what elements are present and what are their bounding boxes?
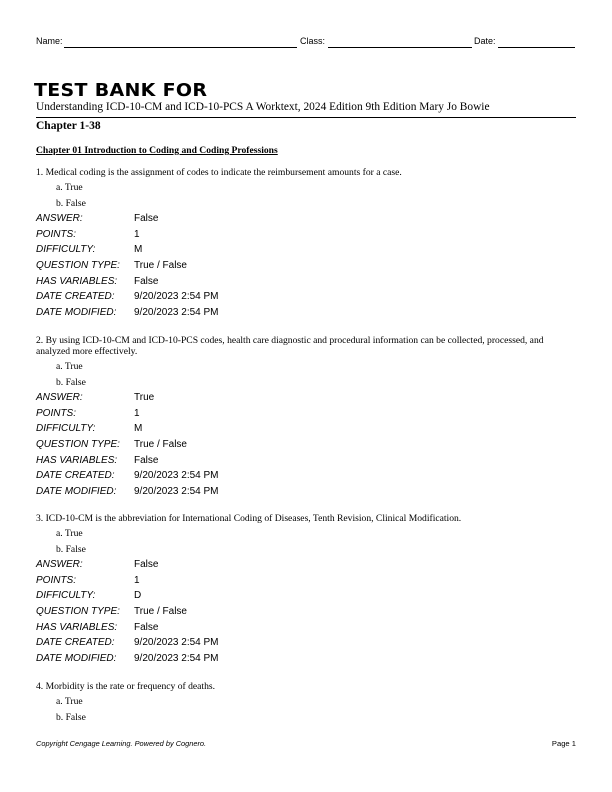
points-row bbox=[36, 408, 566, 424]
answer-row bbox=[36, 559, 566, 575]
question-metadata bbox=[36, 392, 566, 502]
points-value: 1 bbox=[134, 228, 140, 240]
date-created-row bbox=[36, 637, 566, 653]
question-type-label: QUESTION TYPE: bbox=[36, 439, 120, 451]
question-type-label: QUESTION TYPE: bbox=[36, 606, 120, 618]
question-type-label: QUESTION TYPE: bbox=[36, 260, 120, 272]
date-modified-value: 9/20/2023 2:54 PM bbox=[134, 307, 219, 319]
class-label: Class: bbox=[300, 36, 326, 46]
points-label: POINTS: bbox=[36, 228, 77, 240]
date-created-label: DATE CREATED: bbox=[36, 637, 115, 649]
question-type-value: True / False bbox=[134, 260, 187, 272]
difficulty-label: DIFFICULTY: bbox=[36, 244, 96, 256]
choice-a: a. True bbox=[56, 182, 83, 193]
question-text: 3. ICD-10-CM is the abbreviation for International Coding of Diseases, Tenth Revision, Clinical Modification. bbox=[36, 513, 462, 524]
answer-value: True bbox=[134, 392, 155, 403]
copyright-notice: Copyright Cengage Learning. Powered by Cognero. bbox=[36, 739, 207, 748]
choice-a: a. True bbox=[56, 696, 83, 707]
difficulty-row bbox=[36, 423, 566, 439]
name-label: Name: bbox=[36, 36, 63, 46]
question-text: 4. Morbidity is the rate or frequency of deaths. bbox=[36, 681, 216, 692]
answer-label: ANSWER: bbox=[36, 213, 83, 224]
difficulty-label: DIFFICULTY: bbox=[36, 423, 96, 435]
difficulty-row bbox=[36, 244, 566, 260]
has-variables-label: HAS VARIABLES: bbox=[36, 621, 118, 633]
choice-b: b. False bbox=[56, 198, 86, 209]
difficulty-value: D bbox=[134, 590, 142, 602]
answer-row bbox=[36, 392, 566, 408]
has-variables-label: HAS VARIABLES: bbox=[36, 454, 118, 466]
document-title: TEST BANK FOR bbox=[34, 80, 208, 101]
date-modified-row bbox=[36, 653, 566, 669]
question-metadata bbox=[36, 559, 566, 669]
question-type-row bbox=[36, 439, 566, 455]
question-4 bbox=[36, 681, 566, 723]
question-3 bbox=[36, 513, 566, 669]
has-variables-row bbox=[36, 622, 566, 638]
question-metadata bbox=[36, 213, 566, 323]
points-row bbox=[36, 575, 566, 591]
date-modified-row bbox=[36, 307, 566, 323]
choice-b: b. False bbox=[56, 712, 86, 723]
points-value: 1 bbox=[134, 407, 140, 419]
has-variables-value: False bbox=[134, 621, 159, 633]
has-variables-label: HAS VARIABLES: bbox=[36, 275, 118, 287]
points-row bbox=[36, 229, 566, 245]
date-created-value: 9/20/2023 2:54 PM bbox=[134, 470, 219, 482]
answer-label: ANSWER: bbox=[36, 559, 83, 570]
book-subtitle: Understanding ICD-10-CM and ICD-10-PCS A Worktext, 2024 Edition 9th Edition Mary Jo Bowie bbox=[36, 101, 490, 113]
date-created-label: DATE CREATED: bbox=[36, 470, 115, 482]
date-created-value: 9/20/2023 2:54 PM bbox=[134, 291, 219, 303]
choice-b: b. False bbox=[56, 377, 86, 388]
question-type-row bbox=[36, 606, 566, 622]
question-1 bbox=[36, 167, 566, 323]
choice-a: a. True bbox=[56, 361, 83, 372]
has-variables-value: False bbox=[134, 275, 159, 287]
chapter-range: Chapter 1-38 bbox=[36, 120, 101, 132]
answer-value: False bbox=[134, 559, 159, 570]
has-variables-value: False bbox=[134, 454, 159, 466]
answer-label: ANSWER: bbox=[36, 392, 83, 403]
difficulty-row bbox=[36, 590, 566, 606]
choice-b: b. False bbox=[56, 544, 86, 555]
date-modified-label: DATE MODIFIED: bbox=[36, 307, 117, 319]
question-text: 1. Medical coding is the assignment of codes to indicate the reimbursement amounts for a case. bbox=[36, 167, 402, 178]
points-label: POINTS: bbox=[36, 407, 77, 419]
date-modified-value: 9/20/2023 2:54 PM bbox=[134, 486, 219, 498]
points-label: POINTS: bbox=[36, 574, 77, 586]
question-type-row bbox=[36, 260, 566, 276]
title-divider bbox=[36, 117, 576, 118]
difficulty-value: M bbox=[134, 244, 143, 256]
points-value: 1 bbox=[134, 574, 140, 586]
answer-value: False bbox=[134, 213, 159, 224]
date-label: Date: bbox=[474, 36, 496, 46]
chapter-heading: Chapter 01 Introduction to Coding and Coding Professions bbox=[36, 145, 278, 156]
question-type-value: True / False bbox=[134, 439, 187, 451]
name-blank bbox=[64, 47, 297, 48]
has-variables-row bbox=[36, 455, 566, 471]
has-variables-row bbox=[36, 276, 566, 292]
date-modified-label: DATE MODIFIED: bbox=[36, 486, 117, 498]
question-2 bbox=[36, 335, 566, 502]
question-type-value: True / False bbox=[134, 606, 187, 618]
answer-row bbox=[36, 213, 566, 229]
date-created-label: DATE CREATED: bbox=[36, 291, 115, 303]
question-text: 2. By using ICD-10-CM and ICD-10-PCS codes, health care diagnostic and procedural information can be collected, processed, and analyzed more effectively. bbox=[36, 335, 544, 357]
date-modified-label: DATE MODIFIED: bbox=[36, 653, 117, 665]
name-class-date-line bbox=[36, 36, 576, 50]
date-created-row bbox=[36, 470, 566, 486]
date-blank bbox=[498, 47, 575, 48]
difficulty-label: DIFFICULTY: bbox=[36, 590, 96, 602]
date-created-row bbox=[36, 291, 566, 307]
date-modified-value: 9/20/2023 2:54 PM bbox=[134, 653, 219, 665]
date-created-value: 9/20/2023 2:54 PM bbox=[134, 637, 219, 649]
class-blank bbox=[328, 47, 472, 48]
page-number: Page 1 bbox=[551, 739, 576, 748]
difficulty-value: M bbox=[134, 423, 143, 435]
choice-a: a. True bbox=[56, 528, 83, 539]
date-modified-row bbox=[36, 486, 566, 502]
